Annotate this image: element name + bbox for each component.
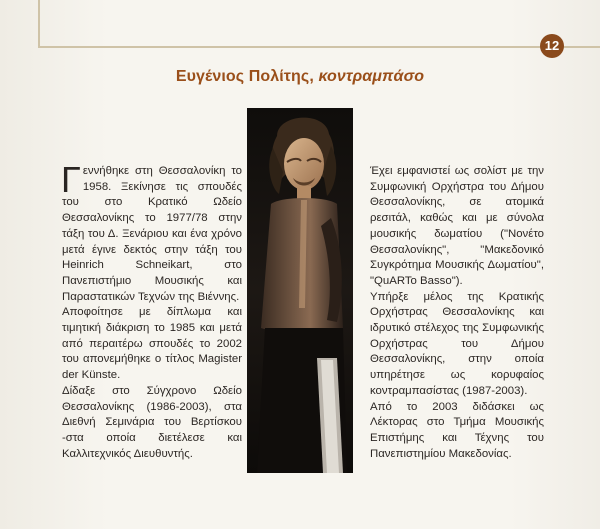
left-paragraph-1: Γεννήθηκε στη Θεσσαλονίκη το 1958. Ξεκίνησε τις σπουδές του στο Κρατικό Ωδείο Θεσσαλονίκης το 1977/78 στην τάξη του Δ. Ξενάριου και ένα χρόνο μετά έγινε δεκτός στην τάξη του Heinrich Schneikart, στο Πανεπιστήμιο Μουσικής και Παραστατικών Τεχνών της Βιέννης. [61,159,242,303]
left-paragraph-2: Αποφοίτησε με δίπλωμα και τιμητική διάκριση το 1985 και μετά από περαιτέρω σπουδές το 2002 του απονεμήθηκε ο τίτλος Magister der Künste. [62,306,242,382]
article-title [0,68,600,86]
header-frame [38,0,600,48]
title-name: Ευγένιος Πολίτης, [175,68,314,85]
left-column [61,159,242,462]
portrait-photo [247,108,353,473]
right-paragraph-1: Έχει εμφανιστεί ως σολίστ με την Συμφωνική Ορχήστρα του Δήμου Θεσσαλονίκης, σε ατομικά ρεσιτάλ, καθώς και με σύνολα μουσικής δωματίου ("Νονέτο Θεσσαλονίκης", "Μακεδονικό Συγκρότημα Μουσικής Δωματίου", "QuARTo Basso"). [370,165,544,287]
drop-cap: Γ [61,159,81,200]
right-column [370,164,544,462]
left-paragraph-3: Δίδαξε στο Σύγχρονο Ωδείο Θεσσαλονίκης (1986-2003), στα Διεθνή Σεμινάρια του Βερτίσκου -στα οποία διετέλεσε και Καλλιτεχνικός Διευθυντής. [62,384,242,460]
portrait-photo-icon [247,108,353,473]
page-number-badge: 12 [540,34,564,58]
right-paragraph-2: Υπήρξε μέλος της Κρατικής Ορχήστρας Θεσσαλονίκης και ιδρυτικό στέλεχος της Συμφωνικής Ορχήστρας του Δήμου Θεσσαλονίκης, στην οποία υπηρέτησε ως κορυφαίος κοντραμπασίστας (1987-2003). [370,290,544,397]
right-paragraph-3: Από το 2003 διδάσκει ως Λέκτορας στο Τμήμα Μουσικής Επιστήμης και Τέχνης του Πανεπιστημίου Μακεδονίας. [370,400,544,460]
title-instrument: κοντραμπάσο [318,68,425,85]
